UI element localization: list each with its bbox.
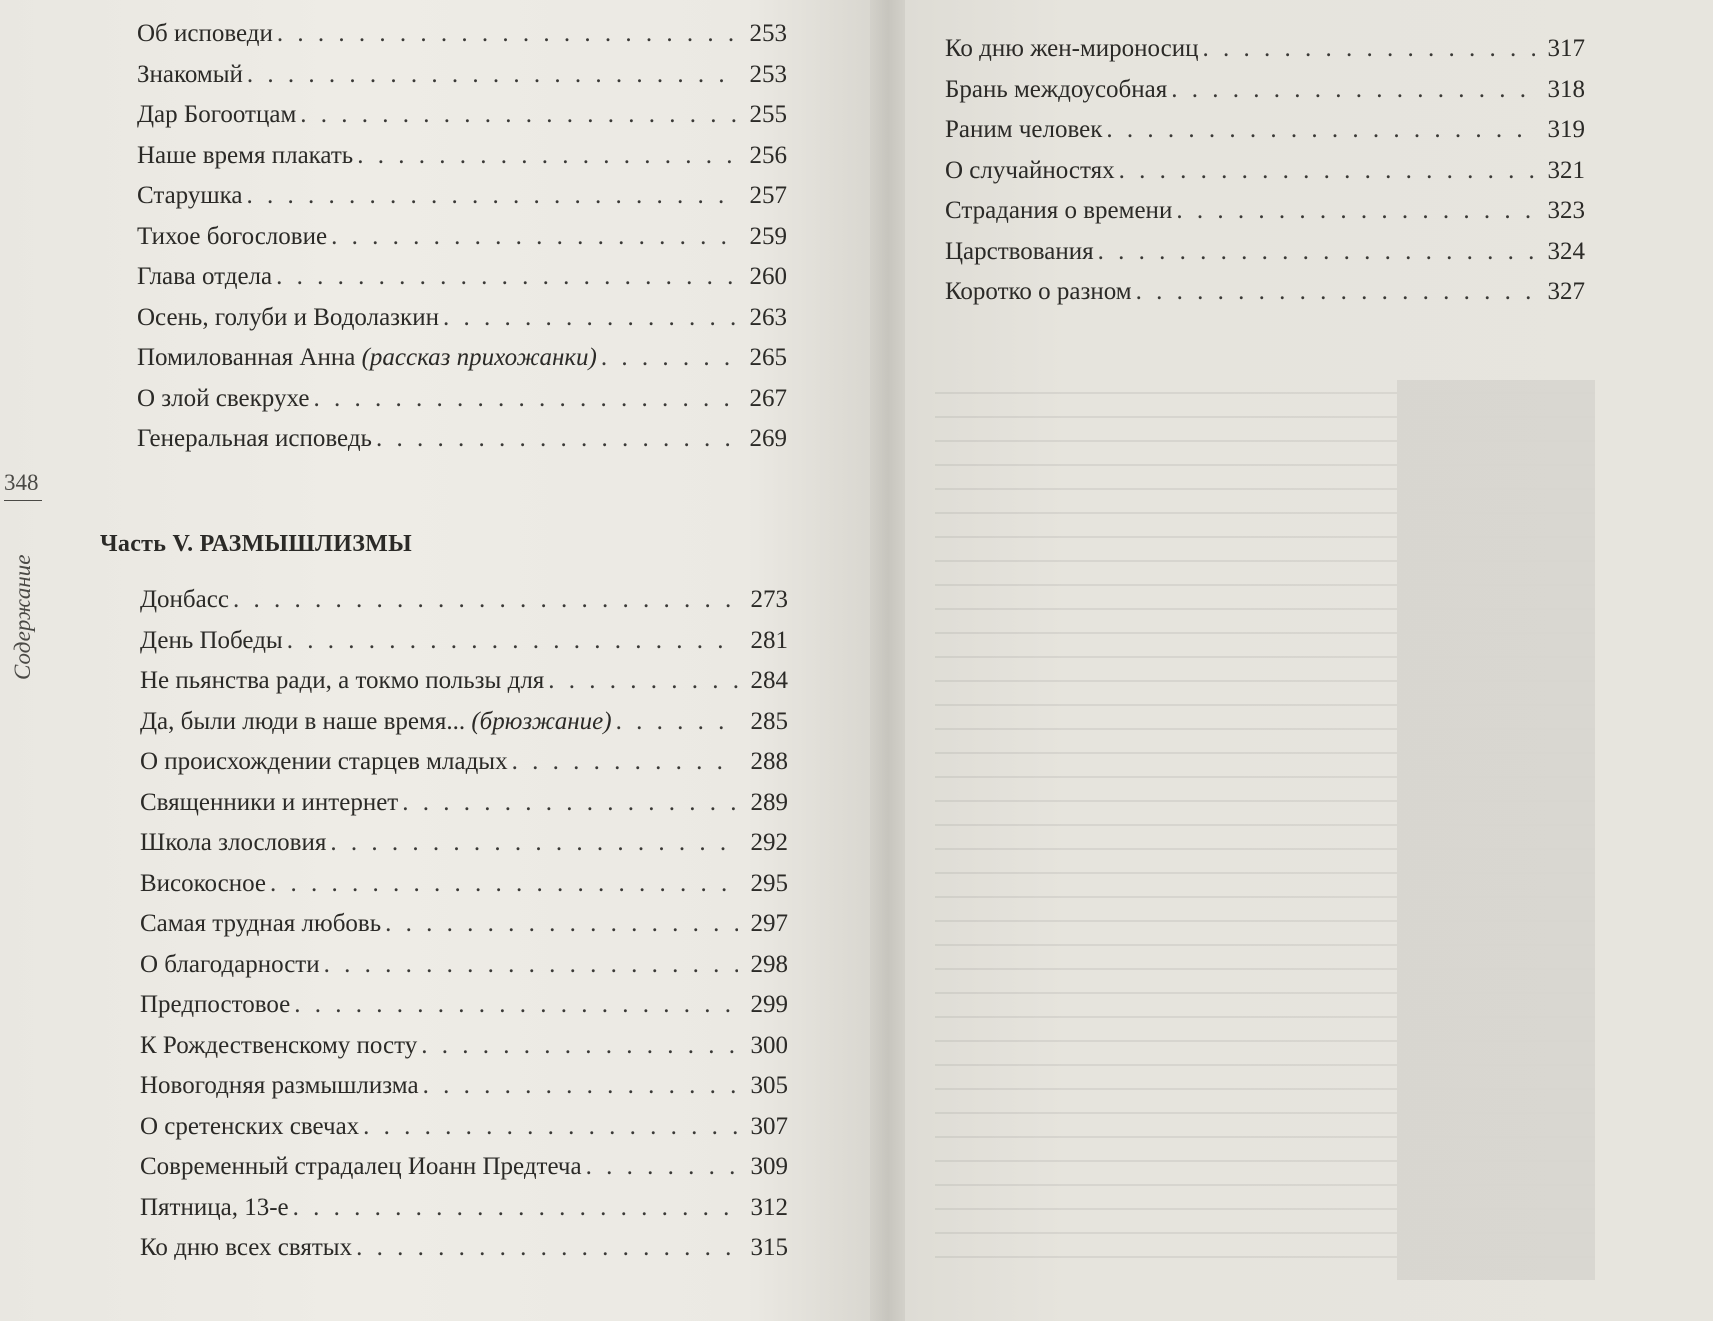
toc-entry-title: О случайностях: [945, 156, 1115, 184]
toc-entry-page: 267: [749, 384, 787, 412]
toc-list-right: [945, 29, 1585, 313]
dot-leader: [270, 864, 738, 905]
toc-entry: [140, 783, 788, 824]
toc-entry-page: 299: [750, 991, 788, 1018]
dot-leader: [1098, 232, 1535, 273]
toc-entry-title: О происхождении старцев младых: [140, 748, 508, 775]
toc-entry-page: 260: [749, 263, 787, 290]
toc-entry: [137, 419, 787, 460]
toc-entry-page: 318: [1547, 75, 1585, 103]
toc-entry: [137, 379, 787, 420]
toc-entry-title: Дар Богоотцам: [137, 101, 297, 128]
toc-entry: [140, 1026, 788, 1067]
toc-entry: [945, 151, 1585, 192]
toc-entry-page: 307: [750, 1112, 788, 1140]
dot-leader: [277, 14, 737, 55]
toc-entry: [945, 110, 1585, 151]
toc-list-top: [137, 14, 787, 460]
toc-entry-title: Пятница, 13-е: [140, 1193, 289, 1221]
toc-entry-title: Ко дню жен-мироносиц: [945, 35, 1199, 62]
toc-entry-page: 259: [749, 222, 787, 250]
toc-entry: [140, 1066, 788, 1107]
toc-entry: [137, 257, 787, 298]
dot-leader: [1119, 151, 1535, 192]
toc-entry: [137, 14, 787, 55]
toc-entry: [137, 136, 787, 177]
dot-leader: [300, 95, 737, 136]
toc-entry-title: Тихое богословие: [137, 222, 328, 250]
dot-leader: [313, 379, 737, 420]
toc-entry: [945, 232, 1585, 273]
toc-entry-note: (брюзжание): [471, 707, 612, 735]
toc-entry-title: Старушка: [137, 182, 243, 209]
toc-entry-title: Глава отдела: [137, 263, 273, 290]
toc-entry-title: О злой свекрухе: [137, 384, 310, 412]
toc-entry-page: 255: [749, 101, 787, 128]
dot-leader: [1106, 110, 1535, 151]
toc-entry: [140, 1228, 788, 1269]
toc-entry: [140, 580, 788, 621]
dot-leader: [293, 1188, 738, 1229]
toc-entry: [945, 70, 1585, 111]
toc-entry-title: Да, были люди в наше время... (брюзжание): [140, 707, 612, 735]
toc-entry-page: 324: [1547, 237, 1585, 265]
toc-entry-page: 300: [750, 1031, 788, 1059]
dot-leader: [423, 1066, 738, 1107]
dot-leader: [363, 1107, 738, 1148]
toc-entry-title: Самая трудная любовь: [140, 910, 382, 937]
toc-entry: [945, 272, 1585, 313]
toc-entry-page: 288: [750, 748, 788, 775]
toc-entry-page: 269: [749, 425, 787, 452]
dot-leader: [324, 945, 738, 986]
dot-leader: [512, 742, 738, 783]
toc-entry-title: Брань междоусобная: [945, 75, 1168, 103]
toc-entry-page: 309: [750, 1153, 788, 1180]
toc-entry-title: Коротко о разном: [945, 278, 1132, 305]
dot-leader: [616, 702, 738, 743]
toc-entry-page: 289: [750, 788, 788, 816]
toc-entry: [140, 1147, 788, 1188]
toc-entry-page: 263: [749, 303, 787, 331]
toc-entry-title: О благодарности: [140, 950, 320, 978]
toc-entry: [137, 95, 787, 136]
toc-entry-title: Донбасс: [140, 586, 229, 613]
dot-leader: [601, 338, 737, 379]
toc-entry-page: 298: [750, 950, 788, 978]
dot-leader: [443, 298, 737, 339]
toc-entry-page: 253: [749, 60, 787, 88]
toc-entry-page: 321: [1547, 156, 1585, 184]
toc-entry-page: 284: [750, 667, 788, 694]
dot-leader: [330, 823, 738, 864]
toc-entry-title: Не пьянства ради, а токмо пользы для: [140, 667, 545, 694]
toc-entry-title: Помилованная Анна (рассказ прихожанки): [137, 344, 597, 371]
toc-entry-page: 281: [750, 626, 788, 654]
toc-entry: [140, 985, 788, 1026]
running-header: [4, 470, 54, 501]
toc-entry: [140, 621, 788, 662]
toc-entry: [137, 217, 787, 258]
dot-leader: [421, 1026, 738, 1067]
toc-entry: [140, 945, 788, 986]
book-gutter: [870, 0, 910, 1321]
dot-leader: [1176, 191, 1535, 232]
toc-entry: [140, 904, 788, 945]
toc-entry-title: Царствования: [945, 237, 1094, 265]
toc-entry-page: 285: [750, 707, 788, 735]
toc-entry: [140, 1188, 788, 1229]
dot-leader: [1136, 272, 1535, 313]
section-label: Содержание: [10, 554, 35, 680]
toc-entry-page: 253: [749, 20, 787, 47]
toc-entry: [137, 176, 787, 217]
show-through-texture: [935, 380, 1595, 1280]
toc-entry: [140, 702, 788, 743]
toc-entry: [140, 864, 788, 905]
toc-entry-page: 295: [750, 869, 788, 897]
toc-entry-title: Осень, голуби и Водолазкин: [137, 303, 439, 331]
toc-entry-title: О сретенских свечах: [140, 1112, 360, 1140]
toc-entry-page: 305: [750, 1072, 788, 1099]
dot-leader: [385, 904, 738, 945]
toc-entry: [137, 338, 787, 379]
toc-entry-title: Знакомый: [137, 60, 243, 88]
toc-entry-page: 256: [749, 141, 787, 169]
dot-leader: [548, 661, 738, 702]
toc-entry-page: 265: [749, 344, 787, 371]
dot-leader: [586, 1147, 738, 1188]
toc-entry-note: (рассказ прихожанки): [361, 344, 597, 371]
dot-leader: [402, 783, 738, 824]
toc-entry-title: Високосное: [140, 869, 267, 897]
toc-entry-title: День Победы: [140, 626, 283, 654]
toc-entry-page: 315: [750, 1234, 788, 1261]
toc-entry-title: К Рождественскому посту: [140, 1031, 418, 1059]
toc-entry: [945, 191, 1585, 232]
dot-leader: [331, 217, 737, 258]
toc-entry: [140, 1107, 788, 1148]
toc-entry-title: Раним человек: [945, 116, 1103, 143]
toc-entry-page: 317: [1547, 35, 1585, 62]
dot-leader: [233, 580, 738, 621]
dot-leader: [357, 136, 737, 177]
toc-entry-title: Ко дню всех святых: [140, 1234, 353, 1261]
toc-entry-page: 273: [750, 586, 788, 613]
dot-leader: [287, 621, 738, 662]
toc-entry: [140, 661, 788, 702]
toc-entry: [137, 298, 787, 339]
page-number: 348: [4, 470, 42, 501]
toc-entry-title: Наше время плакать: [137, 141, 354, 169]
toc-entry-title: Об исповеди: [137, 20, 273, 47]
toc-entry-page: 292: [750, 829, 788, 856]
toc-entry-title: Страдания о времени: [945, 197, 1173, 224]
toc-entry: [140, 742, 788, 783]
toc-entry-page: 327: [1547, 278, 1585, 305]
dot-leader: [1171, 70, 1535, 111]
toc-entry-page: 323: [1547, 197, 1585, 224]
dot-leader: [246, 176, 737, 217]
toc-entry-title: Священники и интернет: [140, 788, 399, 816]
part-heading: Часть V. РАЗМЫШЛИЗМЫ: [100, 531, 412, 557]
toc-entry-title: Современный страдалец Иоанн Предтеча: [140, 1153, 582, 1180]
toc-entry-title: Предпостовое: [140, 991, 291, 1018]
toc-entry: [140, 823, 788, 864]
dot-leader: [276, 257, 737, 298]
dot-leader: [294, 985, 738, 1026]
toc-entry-title: Генеральная исповедь: [137, 425, 372, 452]
toc-entry-page: 319: [1547, 116, 1585, 143]
dot-leader: [376, 419, 737, 460]
toc-list-bottom: [140, 580, 788, 1269]
toc-entry-page: 312: [750, 1193, 788, 1221]
dot-leader: [1203, 29, 1535, 70]
toc-entry-page: 297: [750, 910, 788, 937]
toc-entry: [137, 55, 787, 96]
toc-entry: [945, 29, 1585, 70]
dot-leader: [247, 55, 737, 96]
toc-entry-title: Школа злословия: [140, 829, 327, 856]
dot-leader: [356, 1228, 738, 1269]
toc-entry-title: Новогодняя размышлизма: [140, 1072, 419, 1099]
toc-entry-page: 257: [749, 182, 787, 209]
